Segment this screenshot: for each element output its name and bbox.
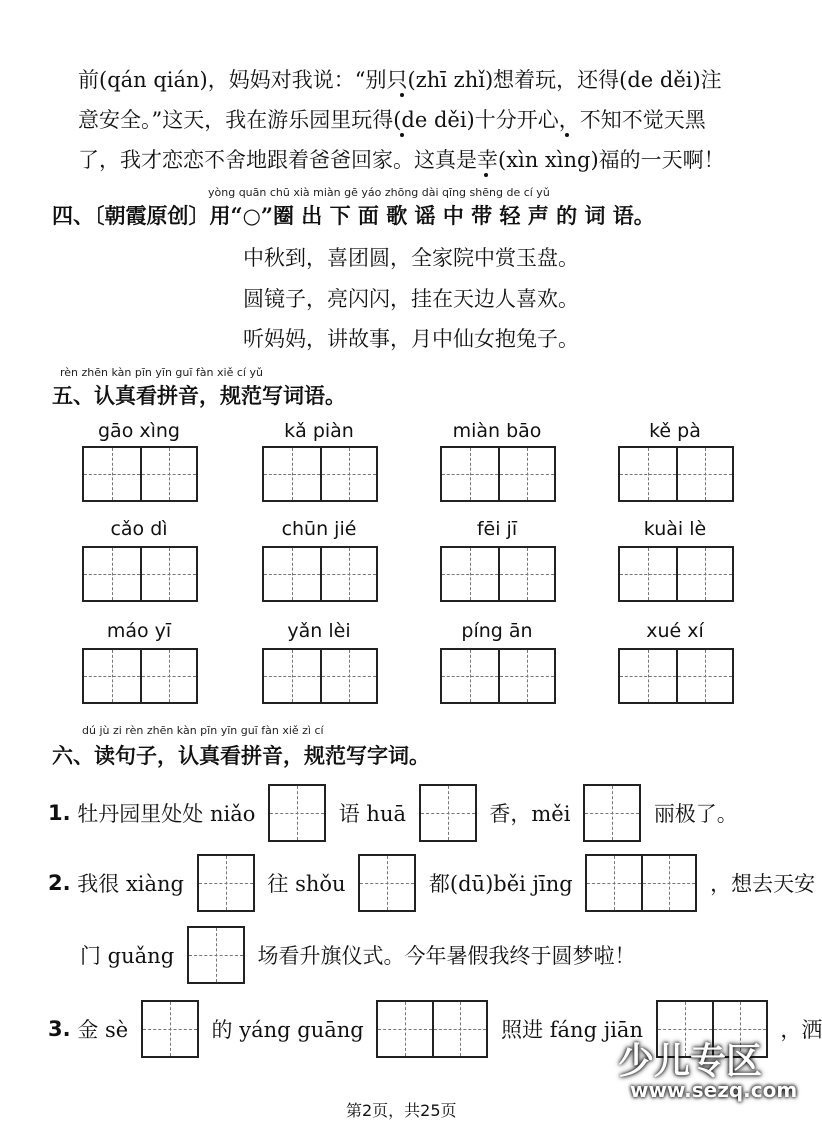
question-text: 都(dū)běi jīng [428,872,573,896]
pinyin-label: gāo xìng [98,420,180,442]
grid-cell[interactable] [442,448,498,500]
answer-box[interactable] [268,784,326,842]
question-text: 金 sè [77,1018,129,1042]
grid-cell[interactable] [498,448,554,500]
grid-cell[interactable] [140,650,196,702]
question-text: 往 shǒu [267,872,346,896]
poem-line-3: 听妈妈，讲故事，月中仙女抱兔子。 [243,327,579,351]
question-text: 语 huā [338,802,406,826]
question-text: 我很 xiàng [77,872,185,896]
poem-line-1: 中秋到，喜团圆，全家院中赏玉盘。 [243,246,579,270]
grid-cell[interactable] [442,650,498,702]
watermark-url: www.sezq.com [630,1078,798,1102]
pinyin-label: máo yī [106,620,172,642]
emphasis-dot [400,93,404,97]
question-text: 的 yáng guāng [211,1018,364,1042]
question-text: 门 guǎng [80,944,175,968]
question-text: ，洒 [780,1018,822,1042]
writing-grid[interactable] [82,546,198,602]
question-number: 1. [48,801,71,825]
writing-grid[interactable] [262,546,378,602]
writing-grid[interactable] [618,546,734,602]
question-2-cont [80,926,636,984]
answer-box[interactable] [585,854,697,912]
answer-box[interactable] [419,784,477,842]
grid-cell[interactable] [140,548,196,600]
writing-grid[interactable] [82,446,198,502]
answer-box[interactable] [187,926,245,984]
text-line-2: 意安全。”这天，我在游乐园里玩得(de děi)十分开心，不知不觉天黑 [78,108,706,132]
page-footer: 第2页，共25页 [346,1101,457,1120]
question-1 [48,784,738,842]
pinyin-label: kǎ piàn [284,420,354,442]
grid-cell[interactable] [498,548,554,600]
text-line-3: 了，我才恋恋不舍地跟着爸爸回家。这真是幸(xìn xìng)福的一天啊！ [78,148,725,172]
answer-box[interactable] [358,854,416,912]
grid-cell[interactable] [320,650,376,702]
pinyin-label: kuài lè [643,518,707,540]
grid-cell[interactable] [264,448,320,500]
watermark-logo: 少儿专区 [618,1041,763,1082]
section6-pinyin: dú jù zi rèn zhēn kàn pīn yīn guī fàn xiě zì cí [82,724,324,737]
section4-title-text: 用“○”圈 出 下 面 歌 谣 中 带 轻 声 的 词 语。 [209,203,655,228]
grid-cell[interactable] [264,650,320,702]
section4-pinyin: yòng quān chū xià miàn gē yáo zhōng dài qīng shēng de cí yǔ [208,186,550,199]
pinyin-label: kě pà [649,420,701,442]
emphasis-dot [565,133,569,137]
question-text: 香，měi [489,802,571,826]
grid-cell[interactable] [442,548,498,600]
grid-cell[interactable] [620,448,676,500]
section6-title: 六、读句子，认真看拼音，规范写字词。 [52,743,430,768]
question-text: ，想去天安 [710,872,816,896]
grid-cell[interactable] [84,650,140,702]
writing-grid[interactable] [440,546,556,602]
grid-cell[interactable] [620,650,676,702]
question-text: 照进 fáng jiān [501,1018,643,1042]
emphasis-dot [484,173,488,177]
text-line-1: 前(qán qián)，妈妈对我说：“别只(zhī zhǐ)想着玩，还得(de děi)注 [78,68,722,92]
question-text: 牡丹园里处处 niǎo [77,802,256,826]
grid-cell[interactable] [84,548,140,600]
section4-title-prefix: 四、〔朝霞原创〕 [52,203,210,228]
question-text: 场看升旗仪式。今年暑假我终于圆梦啦！ [257,944,636,968]
writing-grid[interactable] [262,648,378,704]
writing-grid[interactable] [440,648,556,704]
answer-box[interactable] [376,1000,488,1058]
pinyin-label: cǎo dì [110,518,168,540]
grid-cell[interactable] [676,650,732,702]
pinyin-label: xué xí [646,620,704,642]
grid-cell[interactable] [264,548,320,600]
writing-grid[interactable] [618,446,734,502]
grid-cell[interactable] [320,448,376,500]
pinyin-label: fēi jī [476,518,518,540]
section5-pinyin: rèn zhēn kàn pīn yīn guī fàn xiě cí yǔ [60,366,263,379]
grid-cell[interactable] [84,448,140,500]
pinyin-label: píng ān [461,620,533,642]
question-number: 3. [48,1017,71,1041]
grid-cell[interactable] [676,448,732,500]
question-2 [48,854,815,912]
writing-grid[interactable] [262,446,378,502]
answer-box[interactable] [141,1000,199,1058]
writing-grid[interactable] [440,446,556,502]
pinyin-label: miàn bāo [452,420,542,442]
section4-title [52,200,655,230]
writing-grid[interactable] [618,648,734,704]
answer-box[interactable] [197,854,255,912]
grid-cell[interactable] [620,548,676,600]
grid-cell[interactable] [676,548,732,600]
writing-grid[interactable] [82,648,198,704]
grid-cell[interactable] [140,448,196,500]
section5-title: 五、认真看拼音，规范写词语。 [52,383,346,408]
poem-line-2: 圆镜子，亮闪闪，挂在天边人喜欢。 [243,287,579,311]
question-text: 丽极了。 [653,802,738,826]
answer-box[interactable] [583,784,641,842]
pinyin-label: chūn jié [281,518,357,540]
pinyin-label: yǎn lèi [287,620,351,642]
grid-cell[interactable] [320,548,376,600]
question-number: 2. [48,871,71,895]
emphasis-dot [400,133,404,137]
grid-cell[interactable] [498,650,554,702]
